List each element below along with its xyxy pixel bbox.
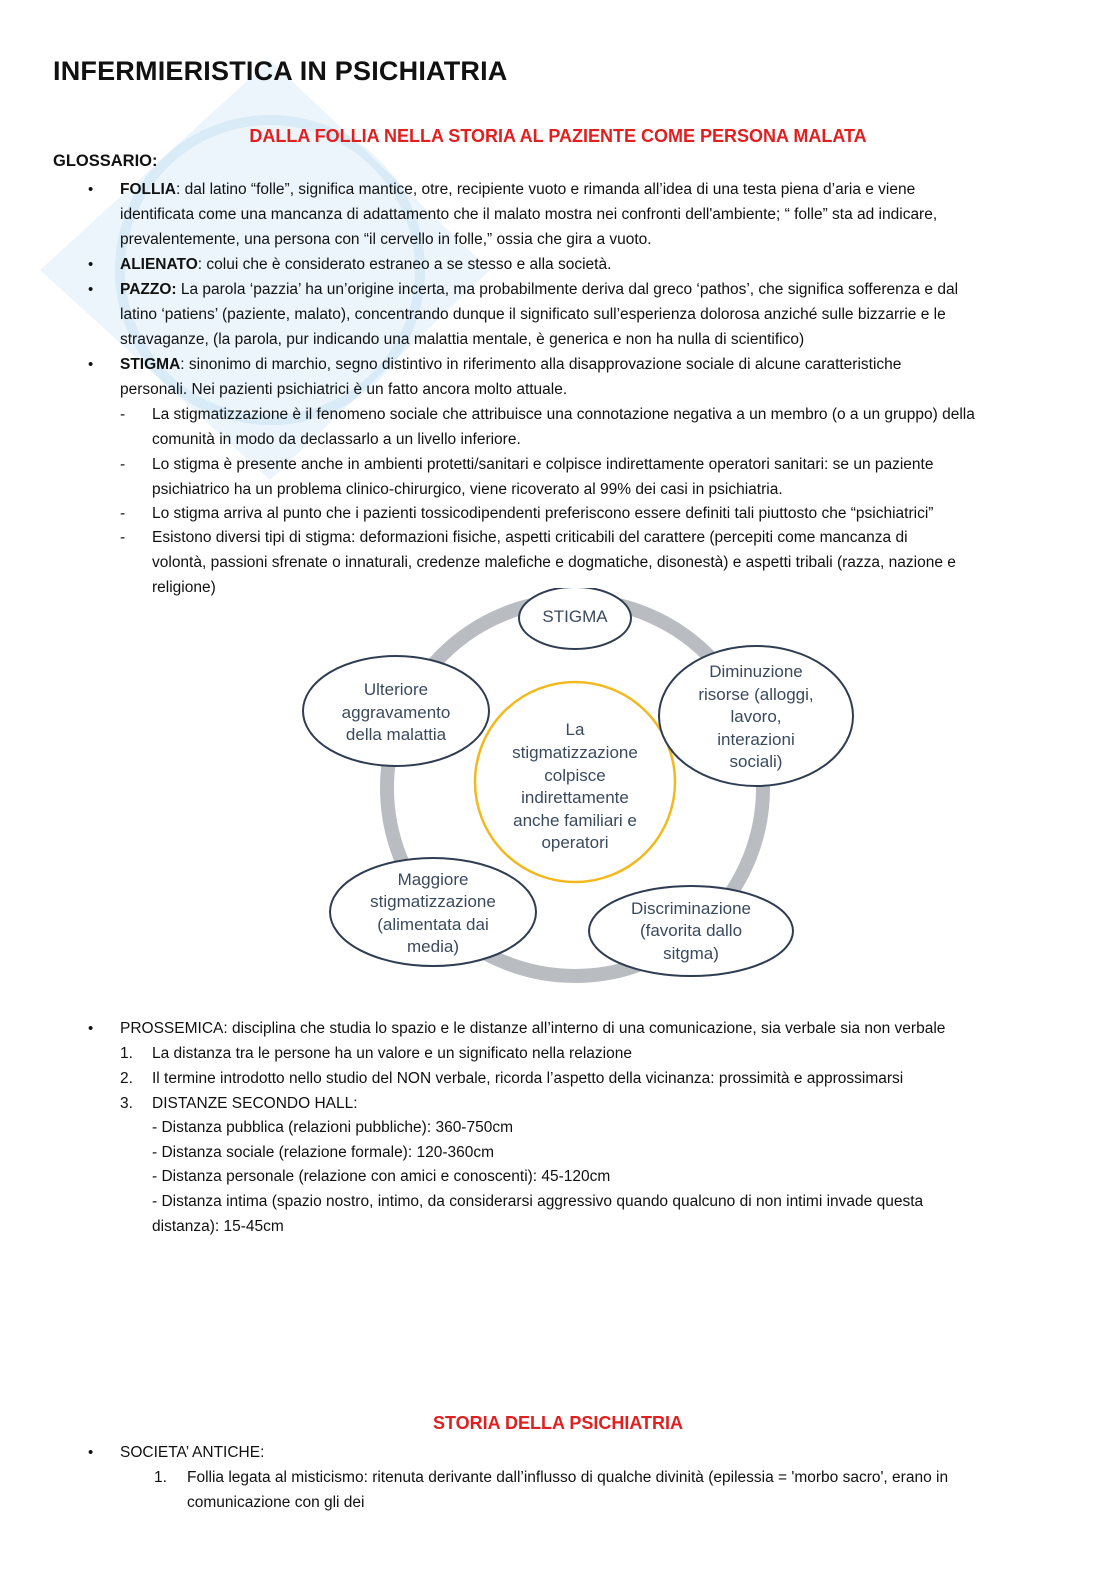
distanza-pubblica: - Distanza pubblica (relazioni pubbliche): 360-750cm xyxy=(152,1119,513,1136)
stigma-sub1-line-2: comunità in modo da declassarlo a un livello inferiore. xyxy=(152,431,521,448)
list-item-alienato xyxy=(120,253,1060,278)
node-right-line-2: risorse (alloggi, xyxy=(698,685,814,704)
prossemica-item-1: La distanza tra le persone ha un valore e un significato nella relazione xyxy=(152,1045,632,1062)
list-item-pazzo xyxy=(120,278,1060,303)
center-line-4: indirettamente xyxy=(521,788,629,807)
societa-heading: SOCIETA’ ANTICHE: xyxy=(120,1444,265,1461)
bullet-icon: • xyxy=(88,1020,94,1037)
center-line-2: stigmatizzazione xyxy=(512,743,638,762)
node-right-line-4: interazioni xyxy=(717,730,795,749)
diagram-node-ulteriore xyxy=(303,656,489,766)
stigma-sub2-line-2: psichiatrico ha un problema clinico-chirurgico, viene ricoverato al 99% dei casi in psichiatria. xyxy=(152,481,783,498)
diagram-node-center xyxy=(475,682,675,882)
stigma-sub3-line-1: Lo stigma arriva al punto che i pazienti tossicodipendenti preferiscono essere definiti tali piuttosto che “psichiatrici” xyxy=(152,505,934,522)
node-right-line-5: sociali) xyxy=(729,752,783,771)
term-follia: FOLLIA xyxy=(120,181,176,198)
pazzo-line-2: latino ‘patiens’ (paziente, malato), concentrando dunque il significato sull’esperienza dolorosa anziché sulle bizzarrie e le xyxy=(120,306,946,323)
list-number: 1. xyxy=(154,1469,167,1486)
center-line-1: La xyxy=(565,720,585,739)
node-left-line-2: aggravamento xyxy=(341,703,451,722)
stigma-line-1: : sinonimo di marchio, segno distintivo in riferimento alla disapprovazione sociale di alcune caratteristiche xyxy=(180,356,902,373)
societa-item-1-line-1: Follia legata al misticismo: ritenuta derivante dall’influsso di qualche divinità (epilessia = 'morbo sacro', erano in xyxy=(187,1469,949,1486)
follia-line-2: identificata come una mancanza di adattamento che il malato mostra nei confronti dell'ambiente; “ folle” sta ad indicare, xyxy=(120,206,938,223)
stigma-sub2-line-1: Lo stigma è presente anche in ambienti protetti/sanitari e colpisce indirettamente operatori sanitari: se un paziente xyxy=(152,456,934,473)
list-number: 2. xyxy=(120,1070,133,1087)
bullet-icon: • xyxy=(88,1444,94,1461)
distanza-personale: - Distanza personale (relazione con amici e conoscenti): 45-120cm xyxy=(152,1168,611,1185)
distanza-intima-line-2: distanza): 15-45cm xyxy=(152,1218,284,1235)
distanza-intima-line-1: - Distanza intima (spazio nostro, intimo, da considerarsi aggressivo quando qualcuno di non intimi invade questa xyxy=(152,1193,924,1210)
prossemica-item-3: DISTANZE SECONDO HALL: xyxy=(152,1095,358,1112)
term-alienato: ALIENATO xyxy=(120,256,198,273)
diagram-node-diminuzione xyxy=(659,646,853,786)
list-item-stigma xyxy=(120,353,1060,378)
diagram-node-maggiore xyxy=(330,858,536,966)
distanza-sociale: - Distanza sociale (relazione formale): 120-360cm xyxy=(152,1144,495,1161)
follia-line-3: prevalentemente, una persona con “il cervello in folle,” ossia che gira a vuoto. xyxy=(120,231,652,248)
node-right-line-1: Diminuzione xyxy=(709,662,803,681)
glossario-heading: GLOSSARIO: xyxy=(53,152,158,170)
societa-item-1-line-2: comunicazione con gli dei xyxy=(187,1494,365,1511)
dash-marker: - xyxy=(120,529,126,546)
node-right-line-3: lavoro, xyxy=(730,707,782,726)
term-pazzo: PAZZO: xyxy=(120,281,177,298)
stigma-sub4-line-3: religione) xyxy=(152,579,216,596)
list-item-follia xyxy=(120,178,1060,203)
pazzo-line-3: stravaganze, (la parola, pur indicando una malattia mentale, è generica e non ha nulla di scientifico) xyxy=(120,331,805,348)
bullet-icon: • xyxy=(88,256,94,273)
node-bottom-right-line-2: (favorita dallo xyxy=(639,921,743,940)
bullet-icon: • xyxy=(88,281,94,298)
center-line-6: operatori xyxy=(541,833,609,852)
node-bottom-right-line-1: Discriminazione xyxy=(631,899,751,918)
bullet-icon: • xyxy=(88,181,94,198)
node-left-line-3: della malattia xyxy=(345,725,447,744)
list-number: 3. xyxy=(120,1095,133,1112)
dash-marker: - xyxy=(120,456,126,473)
prossemica-line-1: PROSSEMICA: disciplina che studia lo spazio e le distanze all’interno di una comunicazione, sia verbale sia non verbale xyxy=(120,1020,946,1037)
list-number: 1. xyxy=(120,1045,133,1062)
diagram-node-discriminazione xyxy=(589,886,793,976)
node-bottom-left-line-4: media) xyxy=(407,937,459,956)
prossemica-item-2: Il termine introdotto nello studio del NON verbale, ricorda l’aspetto della vicinanza: prossimità e approssimarsi xyxy=(152,1070,904,1087)
node-bottom-right-line-3: sitgma) xyxy=(663,944,719,963)
node-bottom-left-line-2: stigmatizzazione xyxy=(370,892,496,911)
term-stigma: STIGMA xyxy=(120,356,181,373)
section-title-storia: STORIA DELLA PSICHIATRIA xyxy=(432,1413,683,1433)
dash-marker: - xyxy=(120,505,126,522)
section-title-follia: DALLA FOLLIA NELLA STORIA AL PAZIENTE COME PERSONA MALATA xyxy=(249,126,867,146)
follia-line-1: : dal latino “folle”, significa mantice, otre, recipiente vuoto e rimanda all’idea di una testa piena d’aria e viene xyxy=(175,181,916,198)
stigma-sub4-line-1: Esistono diversi tipi di stigma: deformazioni fisiche, aspetti criticabili del carattere (percepiti come mancanza di xyxy=(152,529,908,546)
dash-marker: - xyxy=(120,406,126,423)
diagram-node-stigma xyxy=(519,588,631,649)
center-line-3: colpisce xyxy=(544,766,606,785)
stigma-sub1-line-1: La stigmatizzazione è il fenomeno sociale che attribuisce una connotazione negativa a un membro (o a un gruppo) della xyxy=(152,406,975,423)
pazzo-line-1: La parola ‘pazzia’ ha un’origine incerta, ma probabilmente deriva dal greco ‘pathos’, che significa sofferenza e dal xyxy=(176,281,959,298)
bullet-icon: • xyxy=(88,356,94,373)
alienato-line-1: : colui che è considerato estraneo a se stesso e alla società. xyxy=(197,256,612,273)
node-bottom-left-line-1: Maggiore xyxy=(397,870,469,889)
node-stigma-label: STIGMA xyxy=(542,607,608,626)
stigma-line-2: personali. Nei pazienti psichiatrici è un fatto ancora molto attuale. xyxy=(120,381,568,398)
node-bottom-left-line-3: (alimentata dai xyxy=(377,915,489,934)
node-left-line-1: Ulteriore xyxy=(363,680,429,699)
center-line-5: anche familiari e xyxy=(513,811,637,830)
stigma-cycle-diagram xyxy=(300,588,860,988)
page-title: INFERMIERISTICA IN PSICHIATRIA xyxy=(53,56,508,86)
stigma-sub4-line-2: volontà, passioni sfrenate o innaturali, credenze malefiche e dogmatiche, disonestà) e aspetti tribali (razza, nazione e xyxy=(152,554,956,571)
